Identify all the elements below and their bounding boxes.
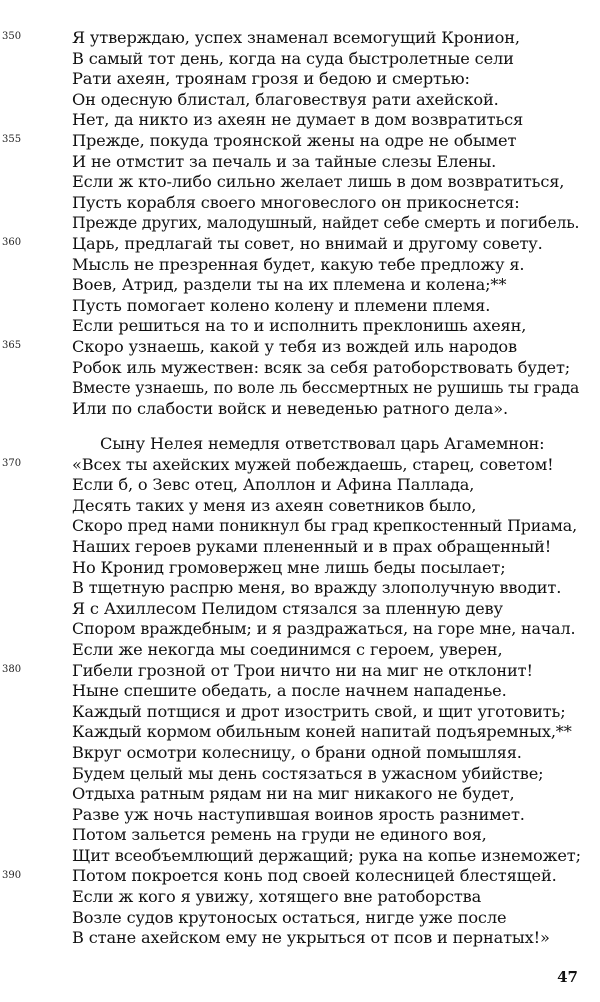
verse-line: «Всех ты ахейских мужей побеждаешь, старец, советом! [72,454,554,474]
line-number: 370 [2,458,22,469]
stanza-agamemnon-reply [72,434,582,949]
verse-line: Рати ахеян, троянам грозя и бедою и смертью: [72,69,470,89]
verse-line: Если же некогда мы соединимся с героем, уверен, [72,639,503,659]
verse-line: Робок иль мужествен: всяк за себя ратоборствовать будет; [72,357,571,377]
verse-line: В самый тот день, когда на суда быстролетные сели [72,48,514,68]
verse-line: Вместе узнаешь, по воле ль бессмертных не рушишь ты града [72,379,580,398]
verse-line: Если б, о Зевс отец, Аполлон и Афина Паллада, [72,475,475,495]
verse-line: Возле судов крутоносых остаться, нигде уже после [72,907,507,927]
verse-line: Гибели грозной от Трои ничто ни на миг не отклонит! [72,660,533,680]
verse-line: И не отмстит за печаль и за тайные слезы Елены. [72,151,497,171]
verse-line: Я утверждаю, успех знаменал всемогущий Кронион, [72,28,520,47]
stanza-nestor-speech [72,28,582,419]
verse-line: Если ж кого я увижу, хотящего вне ратоборства [72,887,482,907]
verse-line: Мысль не презренная будет, какую тебе предложу я. [72,254,525,274]
verse-line: Пусть корабля своего многовеслого он прикоснется: [72,192,520,212]
verse-line: Десять таких у меня из ахеян советников было, [72,495,477,515]
verse-line: Прежде других, малодушный, найдет себе смерть и погибель. [72,214,580,233]
verse-line: Нет, да никто из ахеян не думает в дом возвратиться [72,110,524,130]
line-number: 390 [2,870,22,881]
verse-line: Вкруг осмотри колесницу, о брани одной помышляя. [72,742,522,762]
verse-line: Пусть помогает колено колену и племени племя. [72,295,491,315]
verse-line: Каждый потщися и дрот изострить свой, и щит уготовить; [72,701,566,721]
verse-line: Или по слабости войск и неведенью ратного дела». [72,398,509,418]
verse-line: Потом покроется конь под своей колесницей блестящей. [72,866,557,886]
line-number: 365 [2,340,22,351]
verse-line: Будем целый мы день состязаться в ужасном убийстве; [72,763,544,783]
verse-line: Ныне спешите обедать, а после начнем нападенье. [72,681,507,701]
verse-line: Каждый кормом обильным коней напитай подъяремных,** [72,722,572,742]
verse-line: Скоро узнаешь, какой у тебя из вождей иль народов [72,336,517,356]
verse-line: Сыну Нелея немедля ответствовал царь Агамемнон: [100,434,545,453]
verse-line: Спором враждебным; и я раздражаться, на горе мне, начал. [72,619,576,639]
verse-line: Если решиться на то и исполнить преклонишь ахеян, [72,316,527,336]
line-number: 380 [2,664,22,675]
line-number: 355 [2,134,22,145]
verse-line: Прежде, покуда троянской жены на одре не обымет [72,130,517,150]
verse-line: Воев, Атрид, раздели ты на их племена и колена;** [72,275,507,295]
verse-line: Я с Ахиллесом Пелидом стязался за пленную деву [72,598,503,618]
verse-line: Щит всеобъемлющий держащий; рука на копье изнеможет; [72,845,581,865]
verse-line: Отдыха ратным рядам ни на миг никакого не будет, [72,784,515,804]
verse-line: Скоро пред нами поникнул бы град крепкостенный Приама, [72,516,577,536]
verse-line: Но Кронид громовержец мне лишь беды посылает; [72,557,506,577]
verse-line: Потом зальется ремень на груди не единого воя, [72,825,487,845]
verse-line: Если ж кто-либо сильно желает лишь в дом возвратиться, [72,172,565,192]
verse-line: Царь, предлагай ты совет, но внимай и другому совету. [72,233,543,253]
verse-line: В стане ахейском ему не укрыться от псов и пернатых!» [72,928,550,948]
page-number: 47 [557,968,578,986]
line-number: 350 [2,31,22,42]
verse-line: Наших героев руками плененный и в прах обращенный! [72,536,552,556]
line-number: 360 [2,237,22,248]
verse-line: В тщетную распрю меня, во вражду злополучную вводит. [72,578,562,598]
verse-line: Он одесную блистал, благовествуя рати ахейской. [72,89,499,109]
verse-line: Разве уж ночь наступившая воинов ярость разнимет. [72,804,525,824]
